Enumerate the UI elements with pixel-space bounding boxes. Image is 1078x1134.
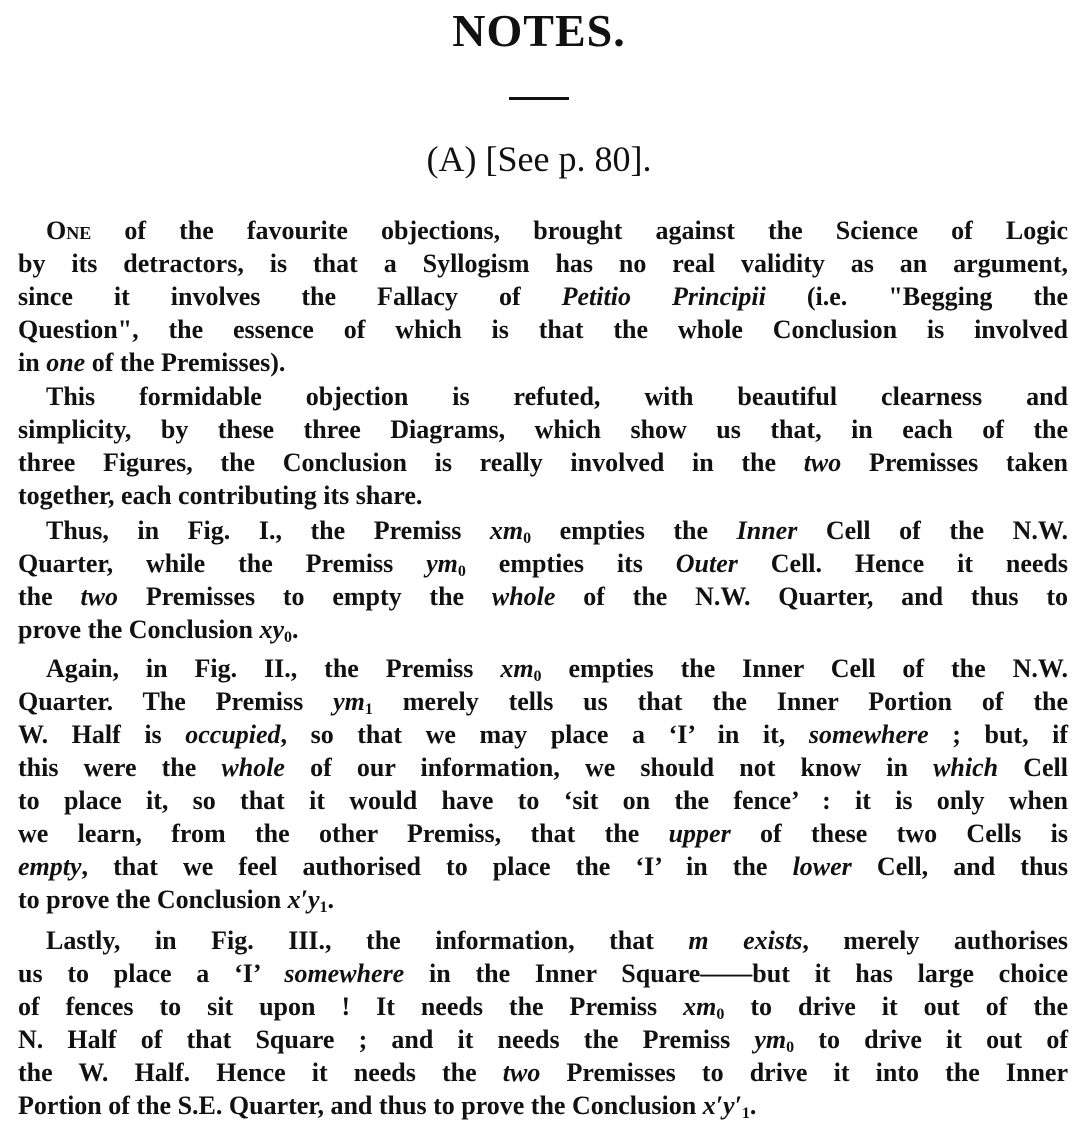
text-line: simplicity, by these three Diagrams, which show us that, in each of the: [18, 415, 1068, 444]
text-line: of fences to sit upon ! It needs the Premiss $xm_0$ to drive it out of the: [18, 992, 1068, 1023]
text-line: W. Half is occupied, so that we may place a ‘I’ in it, somewhere ; but, if: [18, 720, 1069, 749]
paragraph-3: [18, 514, 1068, 646]
paragraph-5: [18, 924, 1068, 1122]
text-line: to place it, so that it would have to ‘sit on the fence’ : it is only when: [18, 786, 1068, 815]
text-line: the two Premisses to empty the whole of the N.W. Quarter, and thus to: [18, 582, 1068, 611]
page-title: NOTES.: [452, 5, 626, 56]
text-line: Again, in Fig. II., the Premiss $xm_0$ empties the Inner Cell of the N.W.: [46, 654, 1068, 685]
text-line: prove the Conclusion $xy_0$.: [18, 615, 299, 646]
text-line: Quarter. The Premiss $ym_1$ merely tells us that the Inner Portion of the: [18, 687, 1068, 718]
text-line: in one of the Premisses).: [18, 348, 286, 377]
text-line: the W. Half. Hence it needs the two Premisses to drive it into the Inner: [18, 1058, 1068, 1087]
text-line: by its detractors, is that a Syllogism has no real validity as an argument,: [18, 249, 1068, 278]
text-line: Portion of the S.E. Quarter, and thus to prove the Conclusion $x'y'_1$.: [18, 1091, 757, 1122]
paragraph-2: [18, 380, 1068, 512]
text-line: One of the favourite objections, brought against the Science of Logic: [46, 216, 1068, 245]
text-line: this were the whole of our information, we should not know in which Cell: [18, 753, 1069, 782]
text-line: we learn, from the other Premiss, that the upper of these two Cells is: [18, 819, 1068, 848]
text-line: Lastly, in Fig. III., the information, that m exists, merely authorises: [46, 926, 1068, 955]
title-rule: [509, 97, 569, 100]
text-line: Thus, in Fig. I., the Premiss $xm_0$ empties the Inner Cell of the N.W.: [46, 516, 1068, 547]
section-heading: (A) [See p. 80].: [426, 139, 652, 179]
text-line: three Figures, the Conclusion is really involved in the two Premisses taken: [18, 448, 1068, 477]
text-line: Question", the essence of which is that the whole Conclusion is involved: [18, 315, 1068, 344]
text-line: empty, that we feel authorised to place the ‘I’ in the lower Cell, and thus: [18, 852, 1068, 881]
text-line: to prove the Conclusion $x'y_1$.: [18, 885, 335, 916]
text-line: N. Half of that Square ; and it needs the Premiss $ym_0$ to drive it out of: [18, 1025, 1068, 1056]
text-line: since it involves the Fallacy of Petitio Principii (i.e. "Begging the: [18, 282, 1068, 311]
paragraph-1: [18, 214, 1068, 379]
text-line: together, each contributing its share.: [18, 481, 423, 510]
paragraph-4: [18, 652, 1068, 916]
text-line: Quarter, while the Premiss $ym_0$ empties its Outer Cell. Hence it needs: [18, 549, 1068, 580]
text-line: This formidable objection is refuted, with beautiful clearness and: [46, 382, 1068, 411]
text-line: us to place a ‘I’ somewhere in the Inner Square——but it has large choice: [18, 959, 1068, 988]
